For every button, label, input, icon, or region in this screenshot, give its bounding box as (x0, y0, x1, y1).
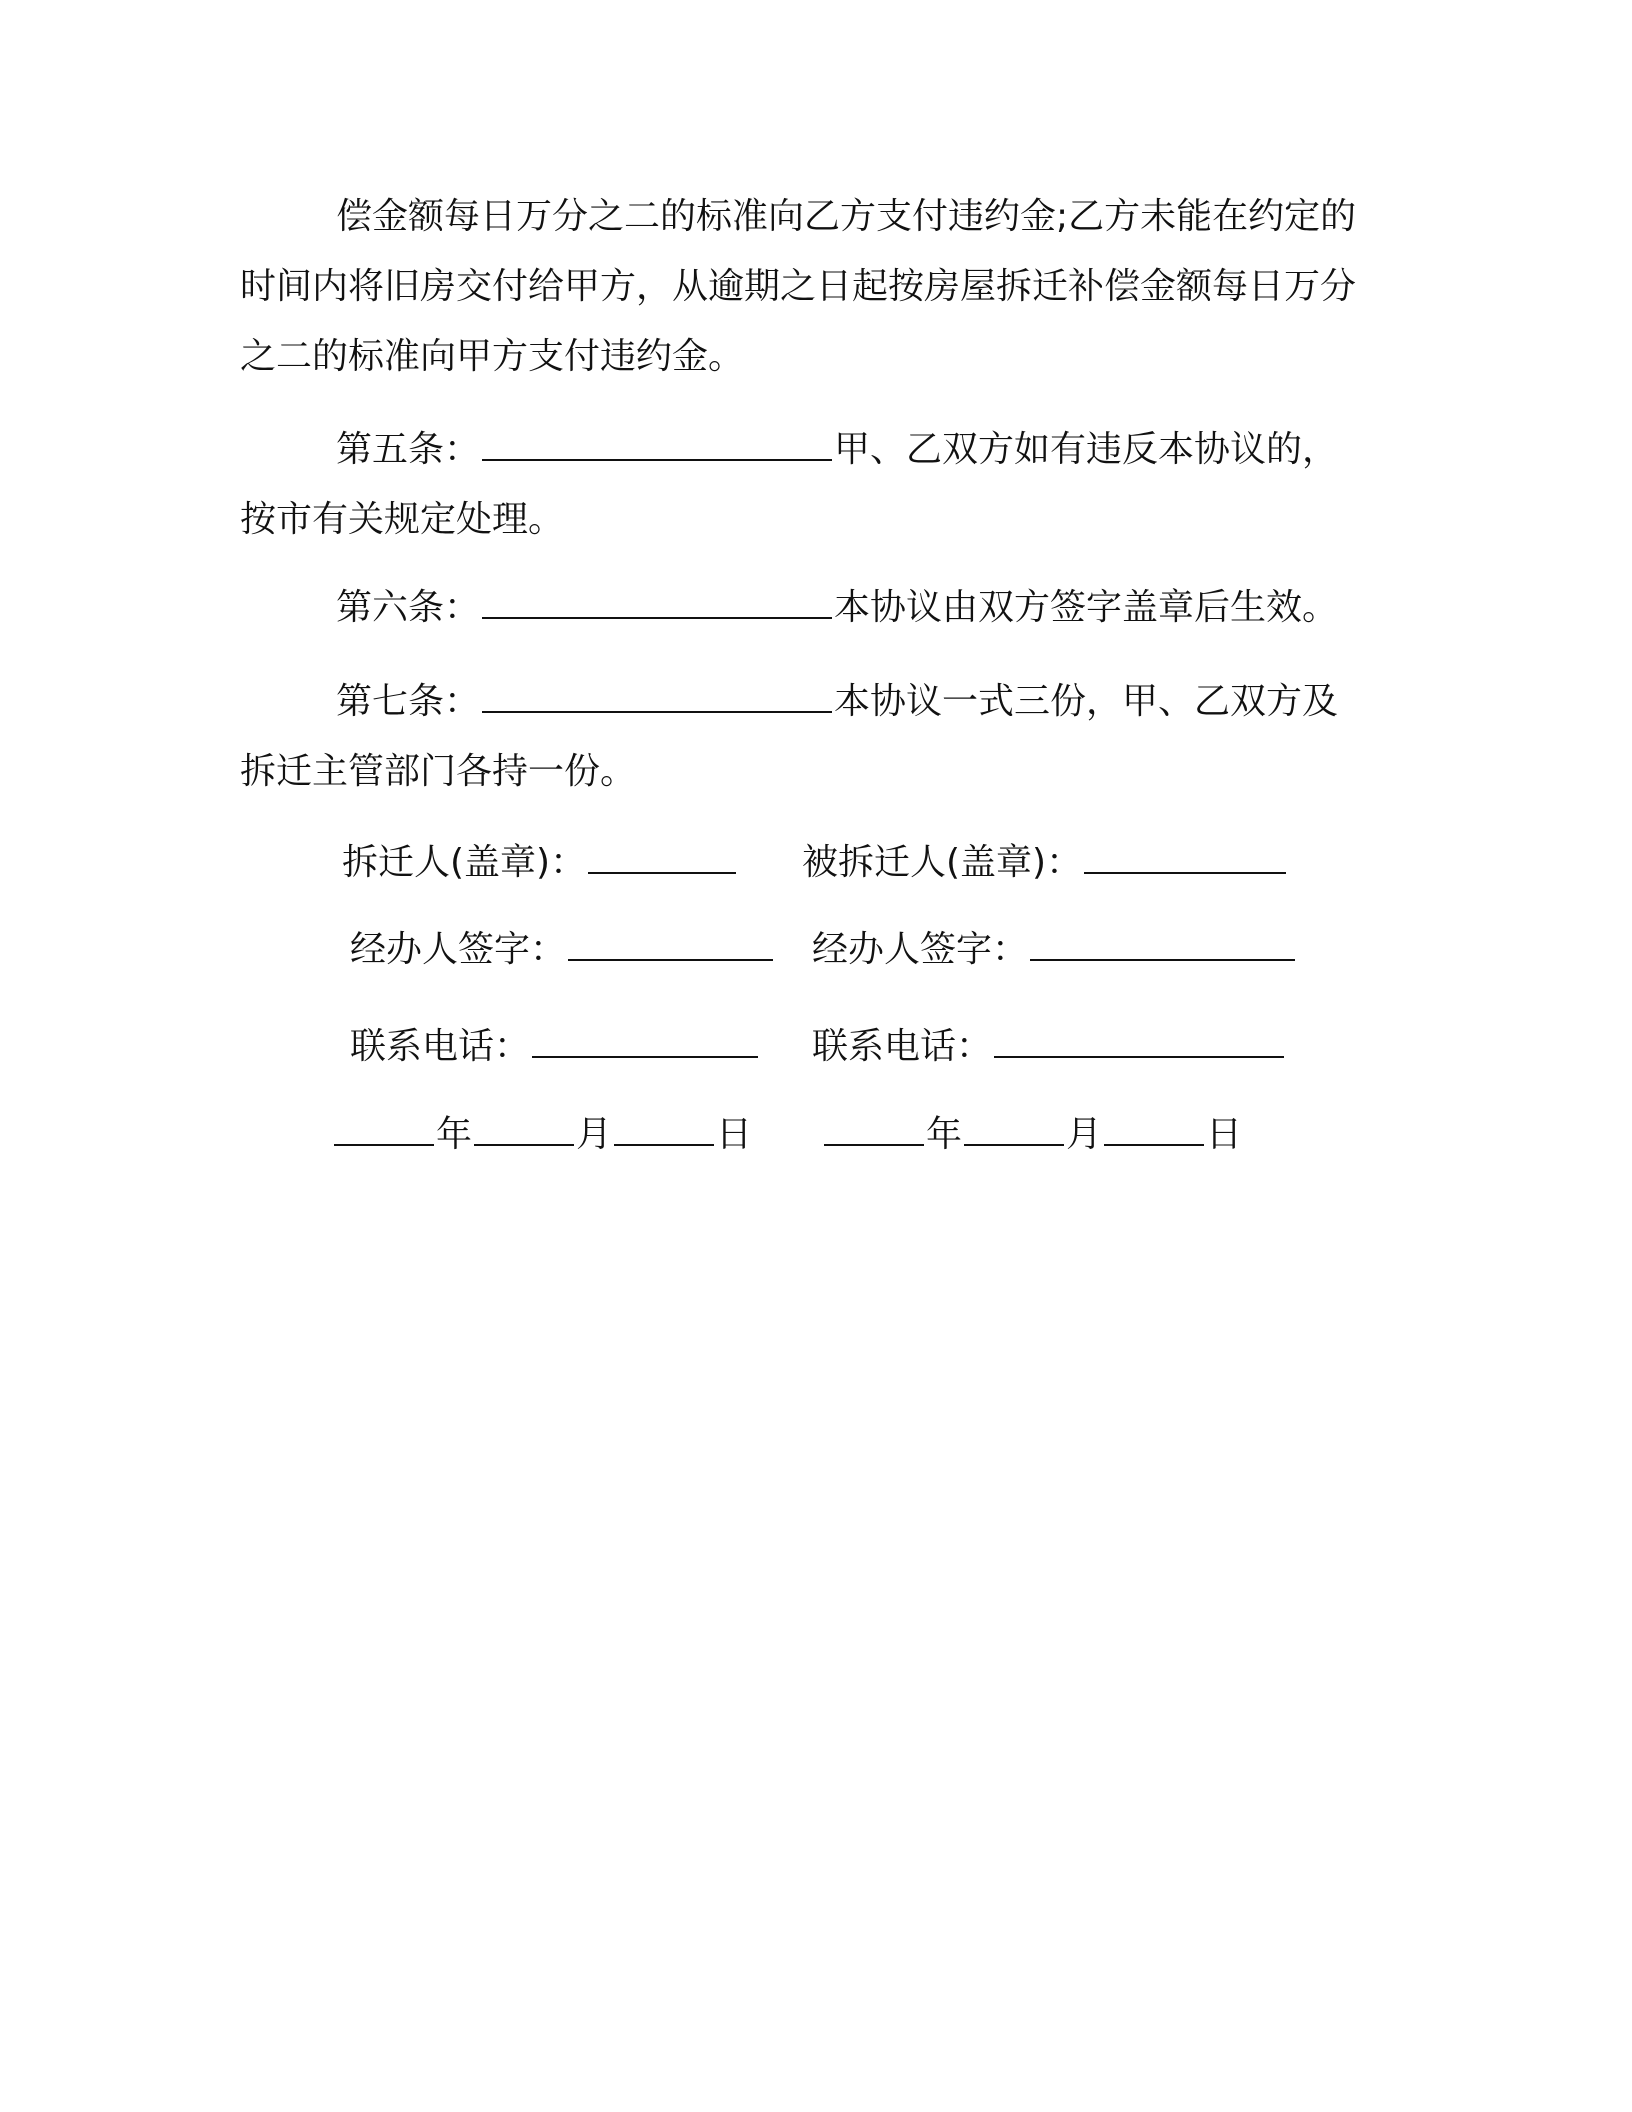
demolished-party-seal-blank (1084, 838, 1286, 874)
right-phone-label: 联系电话： (812, 1026, 993, 1067)
left-date-line (332, 1110, 752, 1160)
right-date-line (822, 1110, 1242, 1160)
right-day-blank (1104, 1110, 1204, 1146)
article-6 (240, 573, 1360, 643)
left-month-blank (474, 1110, 574, 1146)
left-day-blank (614, 1110, 714, 1146)
article-7 (240, 667, 1360, 807)
left-handler-signature-line (350, 925, 775, 975)
demolisher-seal-line (342, 838, 738, 888)
article-5-blank (482, 427, 832, 461)
left-handler-signature-blank (568, 925, 773, 961)
left-phone-blank (532, 1022, 758, 1058)
right-month-label: 月 (1066, 1114, 1103, 1155)
right-phone-line (812, 1022, 1286, 1072)
demolished-party-seal-line (802, 838, 1288, 888)
right-year-label: 年 (926, 1114, 963, 1155)
right-year-blank (824, 1110, 924, 1146)
article-6-label: 第六条： (336, 587, 481, 628)
article-6-blank (482, 585, 832, 619)
right-day-label: 日 (1206, 1114, 1243, 1155)
demolisher-seal-blank (588, 838, 736, 874)
article-5-text: 甲、乙双方如有违反本协议的，按市有关规定处理。 (240, 429, 1339, 540)
right-month-blank (964, 1110, 1064, 1146)
left-phone-label: 联系电话： (350, 1026, 531, 1067)
demolished-party-seal-label: 被拆迁人(盖章)： (802, 842, 1083, 883)
right-handler-signature-line (812, 925, 1297, 975)
left-handler-signature-label: 经办人签字： (350, 929, 567, 970)
right-handler-signature-label: 经办人签字： (812, 929, 1029, 970)
left-phone-line (350, 1022, 760, 1072)
left-month-label: 月 (576, 1114, 613, 1155)
article-7-text: 本协议一式三份，甲、乙双方及拆迁主管部门各持一份。 (240, 681, 1339, 792)
article-5 (240, 415, 1360, 555)
paragraph-penalty-text: 偿金额每日万分之二的标准向乙方支付违约金;乙方未能在约定的时间内将旧房交付给甲方，从逾期之日起按房屋拆迁补偿金额每日万分之二的标准向甲方支付违约金。 (240, 196, 1357, 377)
right-phone-blank (994, 1022, 1284, 1058)
article-7-blank (482, 679, 832, 713)
right-handler-signature-blank (1030, 925, 1295, 961)
article-7-label: 第七条： (336, 681, 481, 722)
article-5-label: 第五条： (336, 429, 481, 470)
left-day-label: 日 (716, 1114, 753, 1155)
article-6-text: 本协议由双方签字盖章后生效。 (834, 587, 1339, 628)
paragraph-penalty (240, 182, 1360, 392)
left-year-label: 年 (436, 1114, 473, 1155)
left-year-blank (334, 1110, 434, 1146)
demolisher-seal-label: 拆迁人(盖章)： (342, 842, 587, 883)
